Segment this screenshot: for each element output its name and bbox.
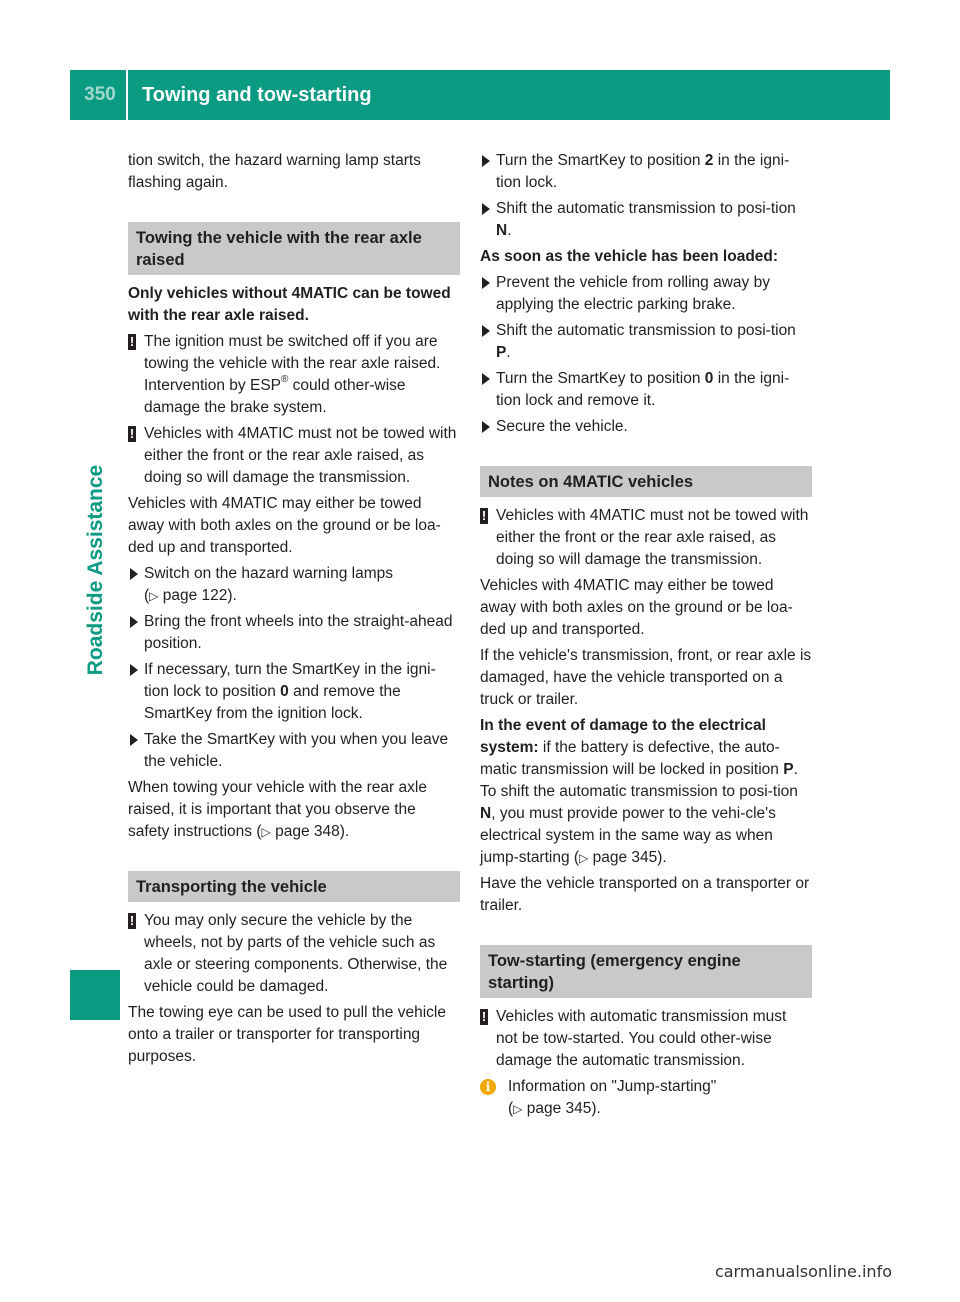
step-text: If necessary, turn the SmartKey in the igni-tion lock to position [144, 661, 436, 700]
page-ref-arrow-icon: ▷ [513, 1102, 523, 1116]
step-text-cont: in the igni-tion lock and remove it. [496, 370, 790, 409]
paragraph: Vehicles with 4MATIC may either be towed away with both axles on the ground or be loa-ded up and transported. [480, 577, 793, 638]
section-heading-4matic: Notes on 4MATIC vehicles [480, 466, 812, 497]
info-text: Information on "Jump-starting" [508, 1078, 717, 1095]
step-text: Turn the SmartKey to position [496, 370, 705, 387]
step-text: Shift the automatic transmission to posi-tion [496, 200, 796, 217]
warning-text: You may only secure the vehicle by the wheels, not by parts of the vehicle such as axle or steering components. Otherwise, the vehicle could be damaged. [144, 912, 448, 995]
paragraph-bold-lead: In the event of damage to the electrical system: [480, 717, 766, 756]
step-arrow-icon [482, 421, 490, 433]
step-arrow-icon [130, 568, 138, 580]
step-position: 2 [704, 152, 714, 169]
step-text-cont: . [507, 222, 512, 239]
page-ref-link[interactable]: page 345). [592, 849, 667, 866]
page-number: 350 [84, 84, 116, 105]
paragraph [480, 715, 812, 869]
step-text: Prevent the vehicle from rolling away by applying the electric parking brake. [496, 274, 770, 313]
step-text: Secure the vehicle. [496, 418, 628, 435]
section-heading-rear-axle: Towing the vehicle with the rear axle raised [128, 222, 460, 275]
left-column [128, 150, 460, 1072]
step-text: Shift the automatic transmission to posi-tion [496, 322, 796, 339]
page-ref-link[interactable]: page 345). [526, 1100, 601, 1117]
warning-icon: ! [481, 1009, 487, 1024]
step-arrow-icon [130, 616, 138, 628]
warning-text: Vehicles with 4MATIC must not be towed with either the front or the rear axle raised, as doing so will damage the transmission. [144, 425, 457, 486]
step-text-cont: in the igni-tion lock. [496, 152, 790, 191]
side-label [82, 440, 110, 700]
section-heading-tow-starting: Tow-starting (emergency engine starting) [480, 945, 812, 998]
paragraph-text: , you must provide power to the vehi-cle's electrical system in the same way as when jump-starting ( [480, 805, 776, 866]
info-icon: i [480, 1079, 496, 1095]
paragraph: If the vehicle's transmission, front, or rear axle is damaged, have the vehicle transported on a truck or trailer. [480, 647, 812, 708]
step-item [480, 416, 812, 438]
watermark: carmanualsonline.info [714, 1262, 892, 1281]
paragraph-text: . To shift the automatic transmission to posi-tion [480, 761, 798, 800]
step-text-cont: . [506, 344, 511, 361]
paragraph: Vehicles with 4MATIC may either be towed away with both axles on the ground or be loa-ded up and transported. [128, 495, 441, 556]
warning-note [128, 423, 460, 489]
continuation-text: tion switch, the hazard warning lamp starts flashing again. [128, 152, 421, 191]
page-ref-link[interactable]: page 348). [275, 823, 350, 840]
warning-icon: ! [129, 334, 135, 349]
step-item [128, 659, 460, 725]
warning-icon: ! [129, 913, 135, 928]
info-note: i Information on "Jump-starting" (▷ page 345). [480, 1076, 812, 1120]
step-item [480, 150, 812, 194]
paragraph: Have the vehicle transported on a transporter or trailer. [480, 875, 810, 914]
registered-mark: ® [281, 374, 289, 385]
step-item: Switch on the hazard warning lamps (▷ page 122). [128, 563, 460, 607]
chapter-title: Towing and tow-starting [142, 83, 372, 106]
warning-note [128, 910, 460, 998]
paragraph: The towing eye can be used to pull the vehicle onto a trailer or transporter for transporting purposes. [128, 1004, 446, 1065]
step-arrow-icon [130, 664, 138, 676]
step-item [128, 729, 460, 773]
step-position: 0 [280, 683, 289, 700]
step-text: Bring the front wheels into the straight-ahead position. [144, 613, 453, 652]
step-position: P [496, 344, 507, 361]
step-item [480, 198, 812, 242]
warning-text-cont: could other-wise damage the brake system. [144, 377, 406, 416]
step-arrow-icon [130, 734, 138, 746]
page-ref-arrow-icon: ▷ [261, 825, 271, 839]
page-ref-arrow-icon: ▷ [149, 589, 159, 603]
paragraph [128, 777, 460, 843]
paragraph-text: if the battery is defective, the auto-matic transmission will be locked in position [480, 739, 784, 778]
warning-note [480, 1006, 812, 1072]
warning-note [128, 331, 460, 419]
step-text: Take the SmartKey with you when you leave the vehicle. [144, 731, 449, 770]
step-arrow-icon [482, 203, 490, 215]
page-ref-arrow-icon: ▷ [579, 851, 589, 865]
position-n: N [480, 805, 492, 822]
step-item [480, 368, 812, 412]
warning-text: The ignition must be switched off if you are towing the vehicle with the rear axle raised. Intervention by ESP [144, 333, 441, 394]
warning-icon: ! [129, 426, 135, 441]
warning-icon: ! [481, 508, 487, 523]
step-text: Switch on the hazard warning lamps [144, 565, 393, 582]
step-text: Turn the SmartKey to position [496, 152, 705, 169]
step-arrow-icon [482, 277, 490, 289]
step-item [128, 611, 460, 655]
warning-text: Vehicles with 4MATIC must not be towed with either the front or the rear axle raised, as doing so will damage the transmission. [496, 507, 809, 568]
header-divider [126, 70, 128, 120]
subheading-loaded: As soon as the vehicle has been loaded: [480, 248, 779, 265]
page-ref-link[interactable]: page 122). [162, 587, 237, 604]
step-arrow-icon [482, 373, 490, 385]
right-column [480, 150, 812, 1124]
section-heading-transporting: Transporting the vehicle [128, 871, 460, 902]
step-position: 0 [704, 370, 714, 387]
step-arrow-icon [482, 325, 490, 337]
step-item [480, 320, 812, 364]
warning-note [480, 505, 812, 571]
header-bar [70, 70, 890, 120]
position-p: P [783, 761, 794, 778]
step-text-cont: and remove the SmartKey from the ignition lock. [144, 683, 401, 722]
paragraph-text: When towing your vehicle with the rear axle raised, it is important that you observe the safety instructions ( [128, 779, 427, 840]
warning-text: Vehicles with automatic transmission must not be tow-started. You could other-wise damage the automatic transmission. [496, 1008, 787, 1069]
side-label-text: Roadside Assistance [84, 464, 108, 676]
section-intro: Only vehicles without 4MATIC can be towed with the rear axle raised. [128, 285, 451, 324]
step-item [480, 272, 812, 316]
step-arrow-icon [482, 155, 490, 167]
side-tab-marker [70, 970, 120, 1020]
step-position: N [496, 222, 508, 239]
